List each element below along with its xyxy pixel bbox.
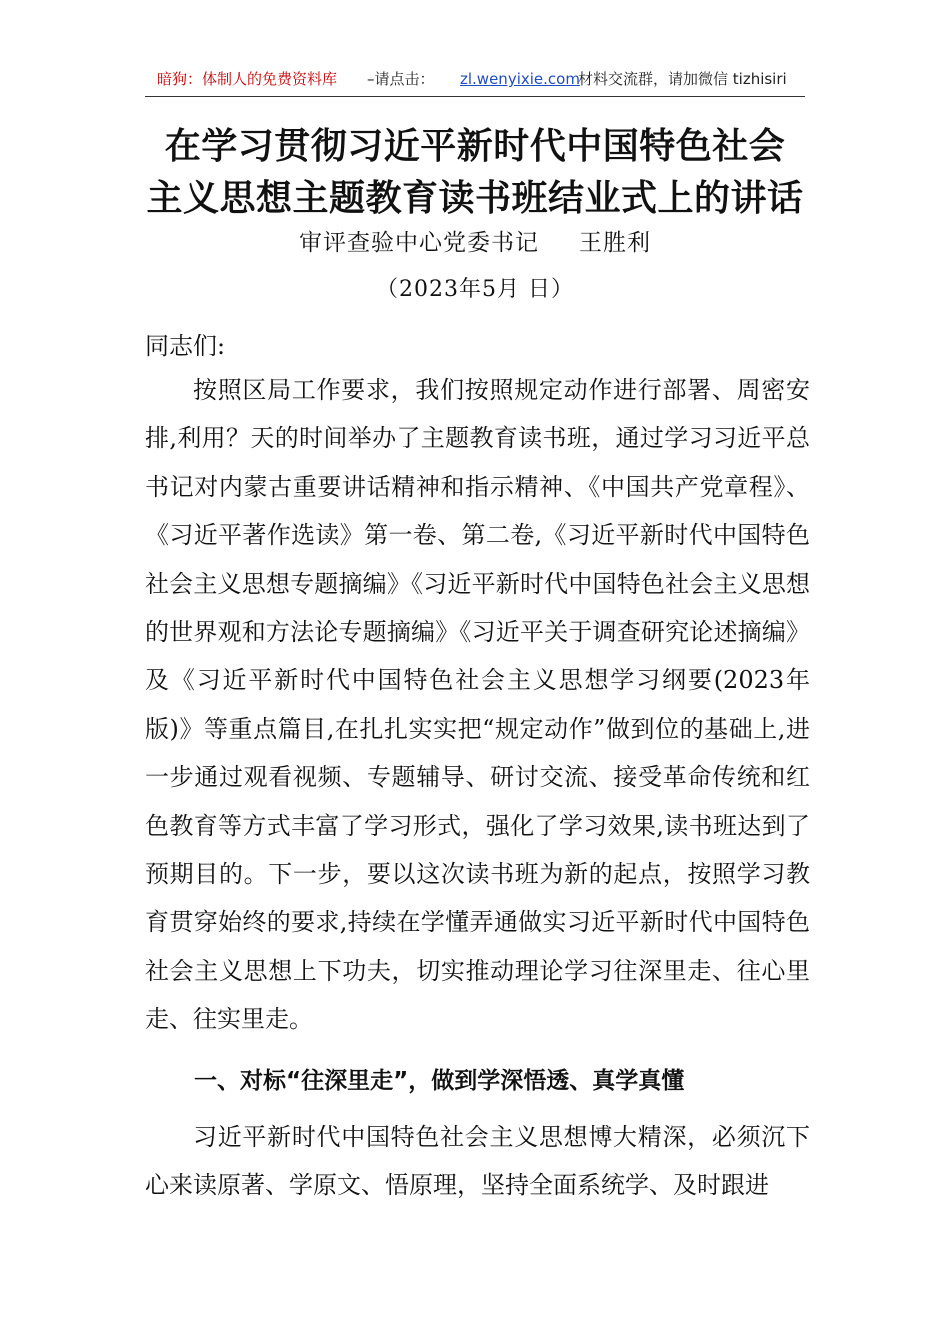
author-role: 审评查验中心党委书记: [299, 230, 539, 256]
body-paragraph-1: 按照区局工作要求，我们按照规定动作进行部署、周密安排,利用？天的时间举办了主题教育读书班，通过学习习近平总书记对内蒙古重要讲话精神和指示精神、《中国共产党章程》、《习近平著作选读》第一卷、第二卷,《习近平新时代中国特色社会主义思想专题摘编》《习近平新时代中国特色社会主义思想的世界观和方法论专题摘编》《习近平关于调查研究论述摘编》及《习近平新时代中国特色社会主义思想学习纲要(2023年版)》等重点篇目,在扎扎实实把“规定动作”做到位的基础上,进一步通过观看视频、专题辅导、研讨交流、接受革命传统和红色教育等方式丰富了学习形式，强化了学习效果,读书班达到了预期目的。下一步，要以这次读书班为新的起点，按照学习教育贯穿始终的要求,持续在学懂弄通做实习近平新时代中国特色社会主义思想上下功夫，切实推动理论学习往深里走、往心里走、往实里走。: [145, 376, 810, 1034]
section-heading-1: 一、对标“往深里走”，做到学深悟透、真学真懂: [194, 1068, 685, 1094]
header-prompt-text: –请点击：: [367, 70, 435, 88]
document-title-line-2: 主义思想主题教育读书班结业式上的讲话: [146, 177, 804, 219]
document-header: [145, 62, 805, 97]
author-name: 王胜利: [579, 230, 651, 256]
document-title-line-1: 在学习贯彻习近平新时代中国特色社会: [164, 125, 786, 167]
header-website-link[interactable]: zl.wenyixie.com: [460, 70, 580, 88]
speech-date: （2023年5月 日）: [376, 277, 574, 302]
salutation: 同志们:: [145, 332, 226, 360]
body-paragraph-2: 习近平新时代中国特色社会主义思想博大精深，必须沉下心来读原著、学原文、悟原理，坚持全面系统学、及时跟进: [145, 1123, 810, 1200]
author-line: [0, 224, 950, 257]
header-brand-text: 暗狗：体制人的免费资料库: [157, 70, 338, 88]
header-wechat-text: 材料交流群，请加微信 tizhisiri: [578, 70, 787, 88]
